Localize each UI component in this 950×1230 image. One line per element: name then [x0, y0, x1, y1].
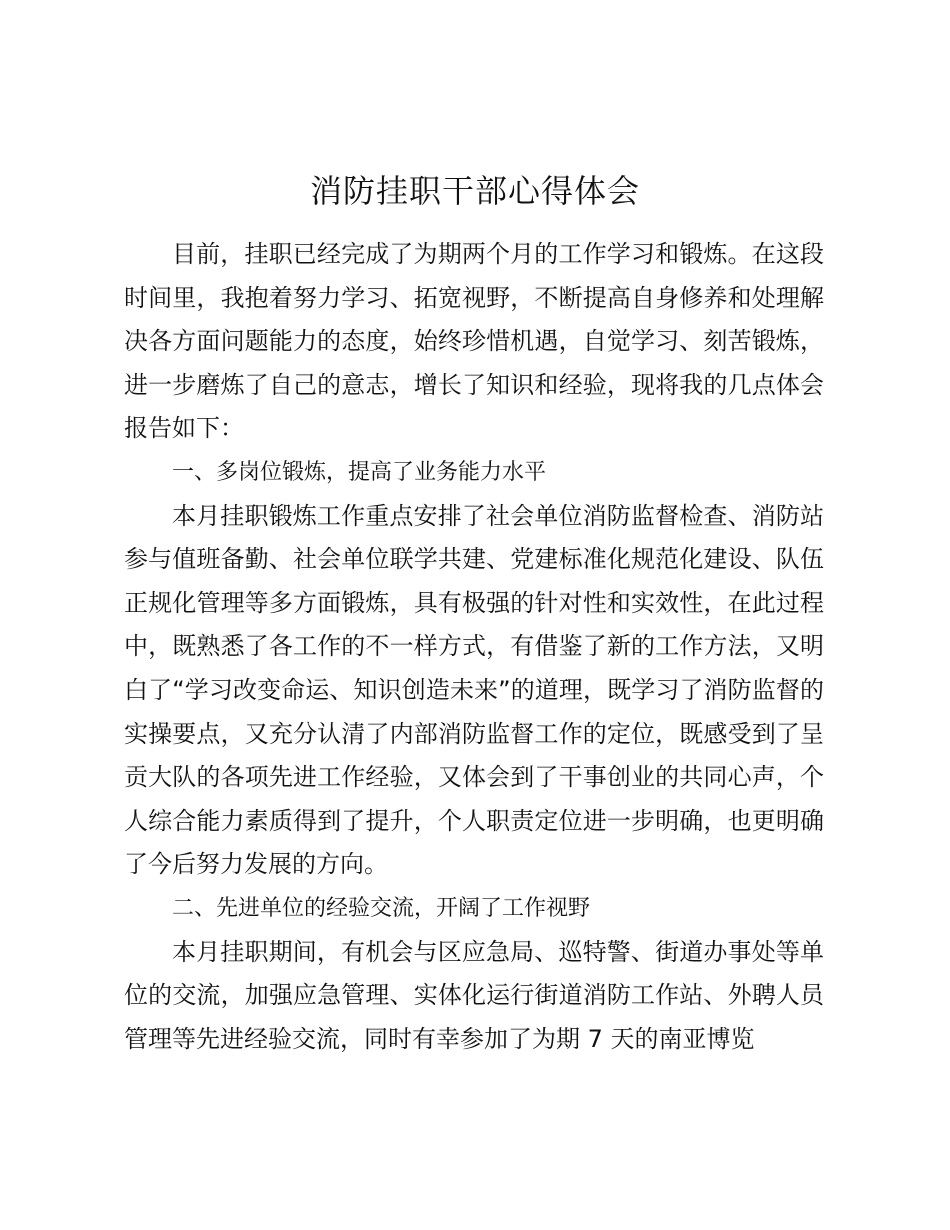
document-title: 消防挂职干部心得体会: [309, 172, 640, 210]
document-body: [124, 233, 824, 1061]
section-2-paragraph: 本月挂职期间，有机会与区应急局、巡特警、街道办事处等单位的交流，加强应急管理、实体化运行街道消防工作站、外聘人员管理等先进经验交流，同时有幸参加了为期 7 天的南亚博览: [124, 937, 824, 1053]
section-1-paragraph: 本月挂职锻炼工作重点安排了社会单位消防监督检查、消防站参与值班备勤、社会单位联学共建、党建标准化规范化建设、队伍正规化管理等多方面锻炼，具有极强的针对性和实效性，在此过程中，既熟悉了各工作的不一样方式，有借鉴了新的工作方法，又明白了“学习改变命运、知识创造未来”的道理，既学习了消防监督的实操要点，又充分认清了内部消防监督工作的定位，既感受到了呈贡大队的各项先进工作经验，又体会到了干事创业的共同心声，个人综合能力素质得到了提升，个人职责定位进一步明确，也更明确了今后努力发展的方向。: [124, 501, 824, 879]
section-heading-2: 二、先进单位的经验交流，开阔了工作视野: [172, 895, 591, 921]
section-heading-1: 一、多岗位锻炼，提高了业务能力水平: [172, 459, 547, 485]
intro-paragraph: 目前，挂职已经完成了为期两个月的工作学习和锻炼。在这段时间里，我抱着努力学习、拓宽视野，不断提高自身修养和处理解决各方面问题能力的态度，始终珍惜机遇，自觉学习、刻苦锻炼，进一步磨炼了自己的意志，增长了知识和经验，现将我的几点体会报告如下：: [124, 240, 824, 443]
